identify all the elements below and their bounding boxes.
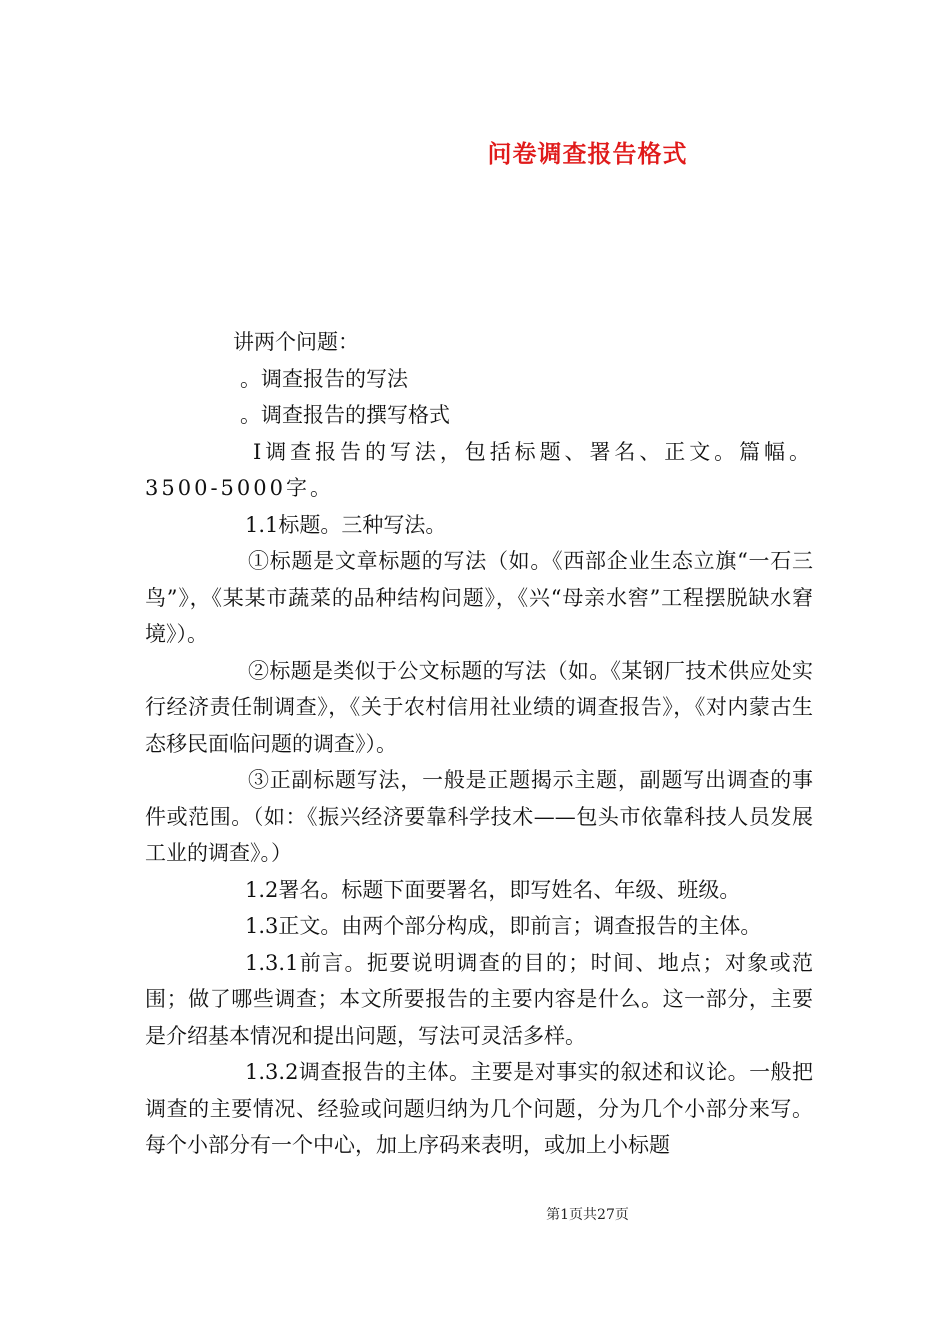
paragraph-list-item: 。调查报告的撰写格式 <box>240 403 450 427</box>
paragraph-section-1: Ⅰ调查报告的写法，包括标题、署名、正文。篇幅。3500-5000字。 <box>145 439 813 500</box>
paragraph-title-method-1: ①标题是文章标题的写法（如。《西部企业生态立旗“一石三鸟”》，《某某市蔬菜的品种结构问题》，《兴“母亲水窖”工程摆脱缺水窘境》）。 <box>145 549 813 646</box>
document-body <box>145 324 813 1164</box>
paragraph-1-3: 1.3正文。由两个部分构成，即前言；调查报告的主体。 <box>245 914 762 938</box>
paragraph-1-3-2: 1.3.2调查报告的主体。主要是对事实的叙述和议论。一般把调查的主要情况、经验或问题归纳为几个问题，分为几个小部分来写。每个小部分有一个中心，加上序码来表明，或加上小标题 <box>145 1060 813 1157</box>
paragraph-list-item: 。调查报告的写法 <box>240 366 408 391</box>
page-number-footer: 第1页共27页 <box>546 1207 629 1223</box>
paragraph-1-2: 1.2署名。标题下面要署名，即写姓名、年级、班级。 <box>245 877 741 902</box>
page-title: 问卷调查报告格式 <box>487 139 688 168</box>
paragraph-title-method-3: ③正副标题写法，一般是正题揭示主题，副题写出调查的事件或范围。（如：《振兴经济要靠科学技术——包头市依靠科技人员发展工业的调查》。） <box>145 768 813 865</box>
paragraph-1-3-1: 1.3.1前言。扼要说明调查的目的；时间、地点；对象或范围；做了哪些调查；本文所要报告的主要内容是什么。这一部分，主要是介绍基本情况和提出问题，写法可灵活多样。 <box>145 950 813 1048</box>
paragraph-intro: 讲两个问题： <box>233 330 359 354</box>
paragraph-1-1: 1.1标题。三种写法。 <box>245 512 447 537</box>
paragraph-title-method-2: ②标题是类似于公文标题的写法（如。《某钢厂技术供应处实行经济责任制调查》，《关于农村信用社业绩的调查报告》，《对内蒙古生态移民面临问题的调查》）。 <box>145 658 813 756</box>
